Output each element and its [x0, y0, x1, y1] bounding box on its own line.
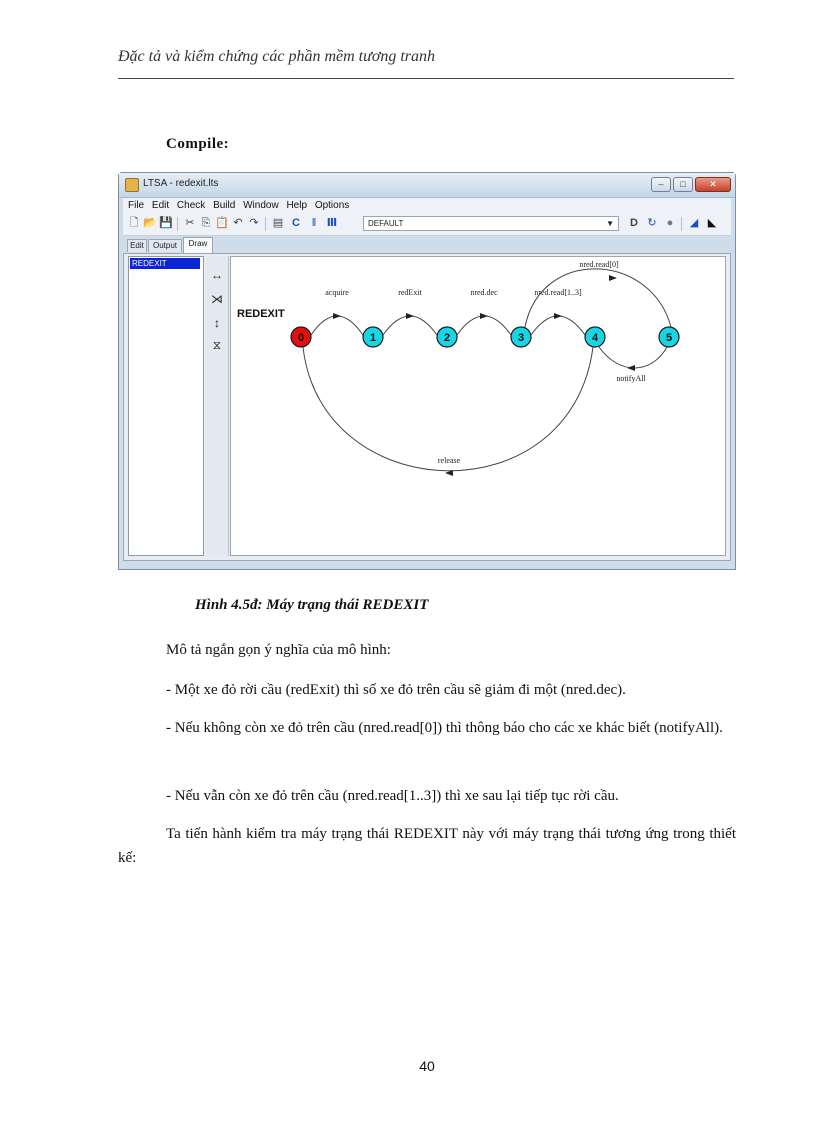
pause-icon[interactable]: ‖ [311, 217, 317, 229]
transition-edge [525, 269, 671, 327]
state-label: 2 [443, 332, 451, 344]
toolbar-separator [177, 217, 178, 231]
paragraph: - Nếu không còn xe đỏ trên cầu (nred.read[0]) thì thông báo cho các xe khác biết (notifyAll). [166, 720, 723, 736]
transition-arrowhead [627, 365, 635, 371]
chevron-down-icon: ▼ [606, 219, 614, 228]
header-rule [118, 78, 734, 79]
state-label: 4 [591, 332, 599, 344]
figure-caption: Hình 4.5đ: Máy trạng thái REDEXIT [195, 597, 429, 613]
paragraph: - Một xe đỏ rời cầu (redExit) thì số xe đỏ trên cầu sẽ giảm đi một (nred.dec). [166, 682, 626, 698]
toolbar-separator [681, 217, 682, 231]
paste-icon[interactable]: 📋 [215, 217, 229, 229]
draw-panel [123, 253, 731, 561]
page-number: 40 [419, 1058, 435, 1074]
process-name-label: REDEXIT [237, 308, 285, 320]
target-select-value: DEFAULT [368, 219, 404, 228]
transition-edge [311, 316, 363, 335]
transition-edge [531, 316, 585, 335]
open-file-icon[interactable]: 📂 [143, 217, 157, 229]
refresh-icon[interactable]: ↻ [647, 217, 657, 229]
menu-file[interactable]: File [128, 200, 145, 211]
transition-arrowhead [609, 275, 617, 281]
paragraph: - Nếu vẫn còn xe đỏ trên cầu (nred.read[1..3]) thì xe sau lại tiếp tục rời cầu. [166, 788, 619, 804]
menu-options[interactable]: Options [314, 200, 350, 211]
draw-tools [206, 256, 229, 556]
stretch-vertical-icon[interactable]: ↕ [214, 316, 220, 330]
tab-output[interactable]: Output [148, 239, 182, 252]
running-header: Đặc tả và kiểm chứng các phần mềm tương tranh [118, 48, 436, 65]
undo-icon[interactable]: ↶ [233, 217, 243, 229]
menu-bar [123, 198, 731, 213]
transition-label: release [437, 456, 461, 465]
paragraph: Mô tả ngắn gọn ý nghĩa của mô hình: [166, 642, 391, 658]
alphabet-icon[interactable]: D [630, 217, 638, 229]
menu-window[interactable]: Window [243, 200, 279, 211]
state-label: 5 [665, 332, 673, 344]
transition-label: nred.dec [470, 288, 498, 297]
new-file-icon[interactable]: 🗋 [129, 217, 139, 229]
ltsa-window [118, 172, 736, 570]
state-label: 1 [369, 332, 377, 344]
shrink-horizontal-icon[interactable]: ⋊ [211, 292, 223, 306]
transition-edge [383, 316, 437, 335]
transition-label: acquire [325, 288, 349, 297]
stretch-horizontal-icon[interactable]: ↔ [211, 268, 223, 282]
transition-arrowhead [480, 313, 488, 319]
process-list-item[interactable]: REDEXIT [130, 258, 200, 269]
transition-label: nred.read[0] [579, 260, 619, 269]
stop-icon[interactable]: ● [666, 217, 674, 229]
menu-edit[interactable]: Edit [151, 200, 170, 211]
redo-icon[interactable]: ↷ [249, 217, 259, 229]
transition-edge [457, 316, 511, 335]
transition-label: nred.read[1..3] [534, 288, 582, 297]
parse-icon[interactable]: Ⅲ [326, 217, 338, 229]
transition-label: redExit [398, 288, 422, 297]
copy-icon[interactable]: ⎘ [201, 217, 211, 229]
close-button[interactable]: ✕ [695, 177, 731, 192]
process-list [128, 256, 204, 556]
window-title: LTSA - redexit.lts [143, 178, 219, 189]
transition-arrowhead [406, 313, 414, 319]
java-app-icon [125, 178, 139, 192]
toolbar [123, 213, 731, 236]
menu-build[interactable]: Build [213, 200, 236, 211]
save-icon[interactable]: 💾 [159, 217, 173, 229]
tab-draw[interactable]: Draw [183, 237, 213, 253]
transition-label: notifyAll [616, 374, 646, 383]
draw-icon[interactable]: ◣ [707, 217, 717, 229]
menu-help[interactable]: Help [286, 200, 308, 211]
transition-edge [303, 347, 593, 471]
title-bar [119, 173, 735, 198]
transition-arrowhead [333, 313, 341, 319]
lts-state-diagram [231, 257, 725, 559]
state-label: 0 [297, 332, 305, 344]
compile-icon[interactable]: C [292, 217, 300, 229]
minimize-button[interactable]: – [651, 177, 671, 192]
minimise-icon[interactable]: ◢ [689, 217, 699, 229]
menu-check[interactable]: Check [176, 200, 206, 211]
lts-canvas [230, 256, 726, 556]
maximize-button[interactable]: □ [673, 177, 693, 192]
section-heading: Compile: [166, 136, 230, 152]
text-window-icon[interactable]: ▤ [272, 217, 284, 229]
target-select[interactable] [363, 216, 619, 231]
shrink-vertical-icon[interactable]: ⧖ [212, 338, 222, 352]
toolbar-separator [265, 217, 266, 231]
transition-arrowhead [554, 313, 562, 319]
cut-icon[interactable]: ✂ [185, 217, 195, 229]
state-label: 3 [517, 332, 525, 344]
transition-edge [599, 347, 667, 368]
paragraph: Ta tiến hành kiểm tra máy trạng thái REDEXIT này với máy trạng thái tương ứng trong thiết kế: [118, 826, 736, 866]
tab-edit[interactable]: Edit [127, 239, 147, 252]
